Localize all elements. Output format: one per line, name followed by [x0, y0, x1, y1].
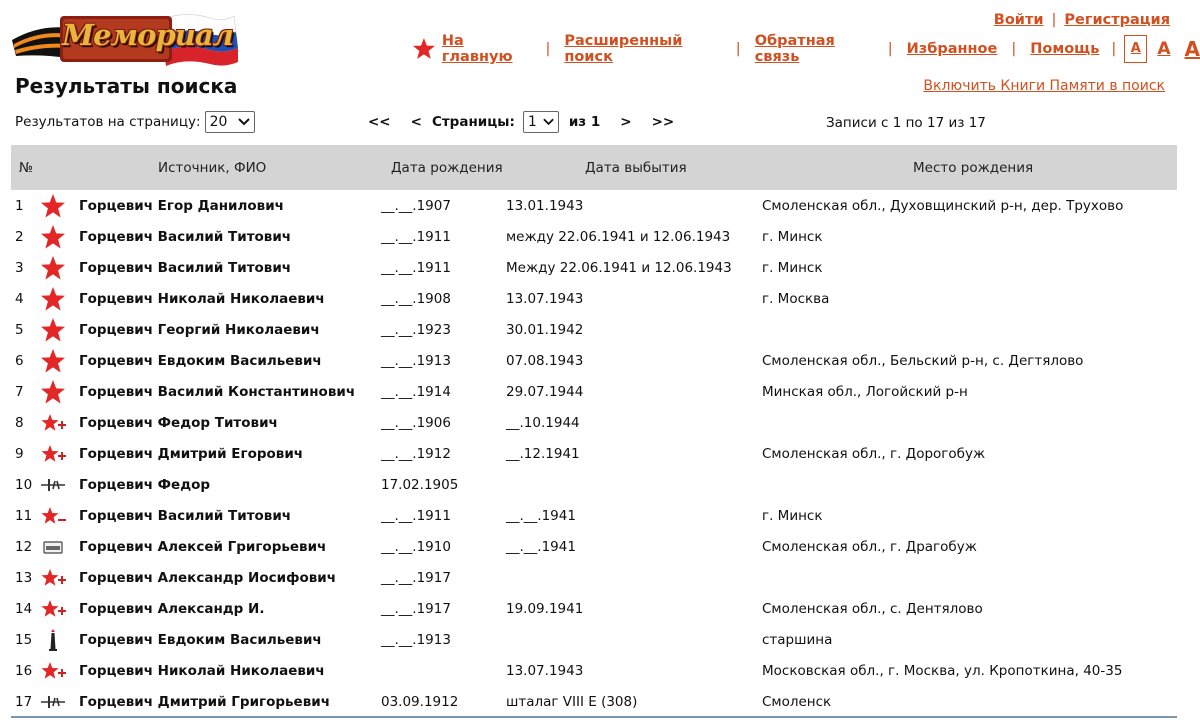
table-row[interactable] [11, 252, 1177, 283]
document-icon [39, 534, 67, 560]
table-row[interactable] [11, 376, 1177, 407]
person-name[interactable]: Горцевич Дмитрий Григорьевич [79, 694, 330, 710]
person-name[interactable]: Горцевич Василий Константинович [79, 384, 356, 400]
person-name[interactable]: Горцевич Дмитрий Егорович [79, 446, 304, 462]
page-title: Результаты поиска [15, 74, 238, 98]
red-star-icon [39, 379, 67, 405]
birth-place: Смоленская обл., г. Драгобуж [762, 539, 977, 555]
death-date: __.10.1944 [506, 415, 580, 431]
row-number: 7 [15, 384, 24, 400]
death-date: 13.07.1943 [506, 663, 584, 679]
row-number: 3 [15, 260, 24, 276]
memorial-logo[interactable] [10, 6, 240, 72]
birth-date: __.__.1913 [381, 632, 451, 648]
pagination [368, 111, 694, 133]
last-page-button[interactable]: >> [651, 114, 675, 130]
birth-place: г. Минск [762, 508, 823, 524]
death-date: __.12.1941 [506, 446, 580, 462]
birth-place: Смоленская обл., с. Дентялово [762, 601, 983, 617]
birth-date: __.__.1911 [381, 508, 451, 524]
table-row[interactable] [11, 562, 1177, 593]
birth-date: __.__.1911 [381, 229, 451, 245]
person-name[interactable]: Горцевич Василий Титович [79, 260, 292, 276]
main-nav [412, 34, 1200, 64]
row-number: 16 [15, 663, 33, 679]
row-number: 10 [15, 477, 33, 493]
red-star-icon [39, 317, 67, 343]
red-star-icon [39, 348, 67, 374]
font-size-large-button[interactable]: A [1184, 37, 1200, 61]
barbed-wire-icon [39, 472, 67, 498]
row-number: 12 [15, 539, 33, 555]
person-name[interactable]: Горцевич Николай Николаевич [79, 663, 325, 679]
memory-books-link[interactable]: Включить Книги Памяти в поиск [923, 78, 1165, 94]
birth-date: 03.09.1912 [381, 694, 459, 710]
row-number: 15 [15, 632, 33, 648]
person-name[interactable]: Горцевич Георгий Николаевич [79, 322, 320, 338]
table-row[interactable] [11, 283, 1177, 314]
logo-text: Мемориал [62, 18, 233, 52]
death-date: между 22.06.1941 и 12.06.1943 [506, 229, 731, 245]
red-star-icon [39, 193, 67, 219]
star-plus-icon [39, 410, 67, 436]
per-page-control [15, 111, 255, 133]
row-number: 4 [15, 291, 24, 307]
death-date: 13.07.1943 [506, 291, 584, 307]
table-row[interactable] [11, 500, 1177, 531]
table-header [11, 145, 1177, 190]
person-name[interactable]: Горцевич Александр Иосифович [79, 570, 337, 586]
table-row[interactable] [11, 190, 1177, 221]
table-row[interactable] [11, 624, 1177, 655]
row-number: 8 [15, 415, 24, 431]
person-name[interactable]: Горцевич Федор [79, 477, 211, 493]
barbed-wire-icon [39, 689, 67, 715]
records-count: Записи с 1 по 17 из 17 [826, 115, 986, 131]
row-number: 6 [15, 353, 24, 369]
death-date: __.__.1941 [506, 508, 576, 524]
obelisk-icon [39, 627, 67, 653]
person-name[interactable]: Горцевич Алексей Григорьевич [79, 539, 327, 555]
nav-feedback-link[interactable]: Обратная связь [754, 33, 835, 65]
table-bottom-border [11, 716, 1177, 718]
row-number: 17 [15, 694, 33, 710]
column-header-birth-date: Дата рождения [391, 160, 503, 176]
death-date: 07.08.1943 [506, 353, 584, 369]
row-number: 13 [15, 570, 33, 586]
table-row[interactable] [11, 593, 1177, 624]
birth-date: 17.02.1905 [381, 477, 459, 493]
birth-place: старшина [762, 632, 833, 648]
row-number: 14 [15, 601, 33, 617]
birth-date: __.__.1923 [381, 322, 451, 338]
birth-date: __.__.1907 [381, 198, 451, 214]
red-star-icon [39, 286, 67, 312]
font-size-small-button[interactable]: A [1124, 35, 1147, 63]
person-name[interactable]: Горцевич Василий Титович [79, 508, 292, 524]
table-row[interactable] [11, 407, 1177, 438]
table-row[interactable] [11, 314, 1177, 345]
death-date: Между 22.06.1941 и 12.06.1943 [506, 260, 732, 276]
star-minus-icon [39, 503, 67, 529]
person-name[interactable]: Горцевич Федор Титович [79, 415, 278, 431]
table-row[interactable] [11, 469, 1177, 500]
birth-place: г. Москва [762, 291, 830, 307]
birth-date: __.__.1908 [381, 291, 451, 307]
birth-date: __.__.1913 [381, 353, 451, 369]
table-body [11, 190, 1177, 717]
red-star-icon [39, 255, 67, 281]
nav-favorites-link[interactable]: Избранное [906, 41, 998, 57]
nav-home-link[interactable]: На главную [441, 33, 513, 65]
birth-date: __.__.1911 [381, 260, 451, 276]
page-select[interactable] [523, 111, 559, 133]
table-row[interactable] [11, 221, 1177, 252]
per-page-select[interactable] [205, 111, 255, 133]
auth-separator: | [1051, 12, 1057, 28]
page-total: из 1 [568, 114, 601, 130]
red-star-icon [412, 36, 436, 62]
column-header-birth-place: Место рождения [913, 160, 1034, 176]
table-row[interactable] [11, 655, 1177, 686]
red-star-icon [39, 224, 67, 250]
birth-place: Смоленская обл., Духовщинский р-н, дер. Трухово [762, 198, 1124, 214]
row-number: 1 [15, 198, 24, 214]
birth-place: Смоленск [762, 694, 832, 710]
nav-separator: | [1011, 41, 1017, 57]
birth-place: г. Минск [762, 260, 823, 276]
star-plus-icon [39, 441, 67, 467]
star-plus-icon [39, 658, 67, 684]
person-name[interactable]: Горцевич Александр И. [79, 601, 265, 617]
birth-date: __.__.1917 [381, 570, 451, 586]
person-name[interactable]: Горцевич Евдоким Васильевич [79, 353, 322, 369]
table-row[interactable] [11, 531, 1177, 562]
death-date: 13.01.1943 [506, 198, 584, 214]
birth-place: Минская обл., Логойский р-н [762, 384, 968, 400]
death-date: 30.01.1942 [506, 322, 584, 338]
birth-place: Московская обл., г. Москва, ул. Кропоткина, 40-35 [762, 663, 1123, 679]
birth-date: __.__.1914 [381, 384, 451, 400]
first-page-button[interactable]: << [368, 114, 391, 130]
nav-advanced-search-link[interactable]: Расширенный поиск [564, 33, 683, 65]
column-header-source-name: Источник, ФИО [158, 160, 267, 176]
auth-links [994, 12, 1170, 28]
person-name[interactable]: Горцевич Василий Титович [79, 229, 292, 245]
nav-separator: | [887, 41, 893, 57]
prev-page-button[interactable]: < [410, 114, 422, 130]
column-header-num: № [19, 160, 34, 176]
font-size-medium-button[interactable]: A [1157, 39, 1171, 59]
per-page-value: 20 [209, 114, 228, 130]
nav-separator: | [1111, 41, 1117, 57]
nav-separator: | [545, 41, 551, 57]
register-link[interactable]: Регистрация [1064, 12, 1170, 28]
birth-date: __.__.1910 [381, 539, 451, 555]
row-number: 5 [15, 322, 24, 338]
birth-date: __.__.1917 [381, 601, 451, 617]
table-row[interactable] [11, 438, 1177, 469]
table-row[interactable] [11, 686, 1177, 717]
login-link[interactable]: Войти [993, 12, 1044, 28]
pages-label: Страницы: [431, 114, 515, 130]
birth-place: Смоленская обл., Бельский р-н, с. Дегтялово [762, 353, 1084, 369]
death-date: __.__.1941 [506, 539, 576, 555]
next-page-button[interactable]: > [620, 114, 632, 130]
nav-help-link[interactable]: Помощь [1030, 41, 1100, 57]
page-value: 1 [527, 114, 537, 130]
person-name[interactable]: Горцевич Евдоким Васильевич [79, 632, 322, 648]
table-row[interactable] [11, 345, 1177, 376]
person-name[interactable]: Горцевич Егор Данилович [79, 198, 284, 214]
chevron-down-icon [238, 118, 250, 126]
row-number: 9 [15, 446, 24, 462]
death-date: 19.09.1941 [506, 601, 584, 617]
results-table [11, 145, 1177, 717]
nav-separator: | [735, 41, 741, 57]
row-number: 2 [15, 229, 24, 245]
chevron-down-icon [543, 118, 554, 126]
per-page-label: Результатов на страницу: [15, 114, 201, 130]
person-name[interactable]: Горцевич Николай Николаевич [79, 291, 325, 307]
birth-place: Смоленская обл., г. Дорогобуж [762, 446, 986, 462]
row-number: 11 [15, 508, 33, 524]
star-plus-icon [39, 596, 67, 622]
birth-date: __.__.1912 [381, 446, 451, 462]
column-header-death-date: Дата выбытия [585, 160, 687, 176]
death-date: 29.07.1944 [506, 384, 584, 400]
death-date: шталаг VIII E (308) [506, 694, 638, 710]
star-plus-icon [39, 565, 67, 591]
birth-date: __.__.1906 [381, 415, 451, 431]
birth-place: г. Минск [762, 229, 823, 245]
